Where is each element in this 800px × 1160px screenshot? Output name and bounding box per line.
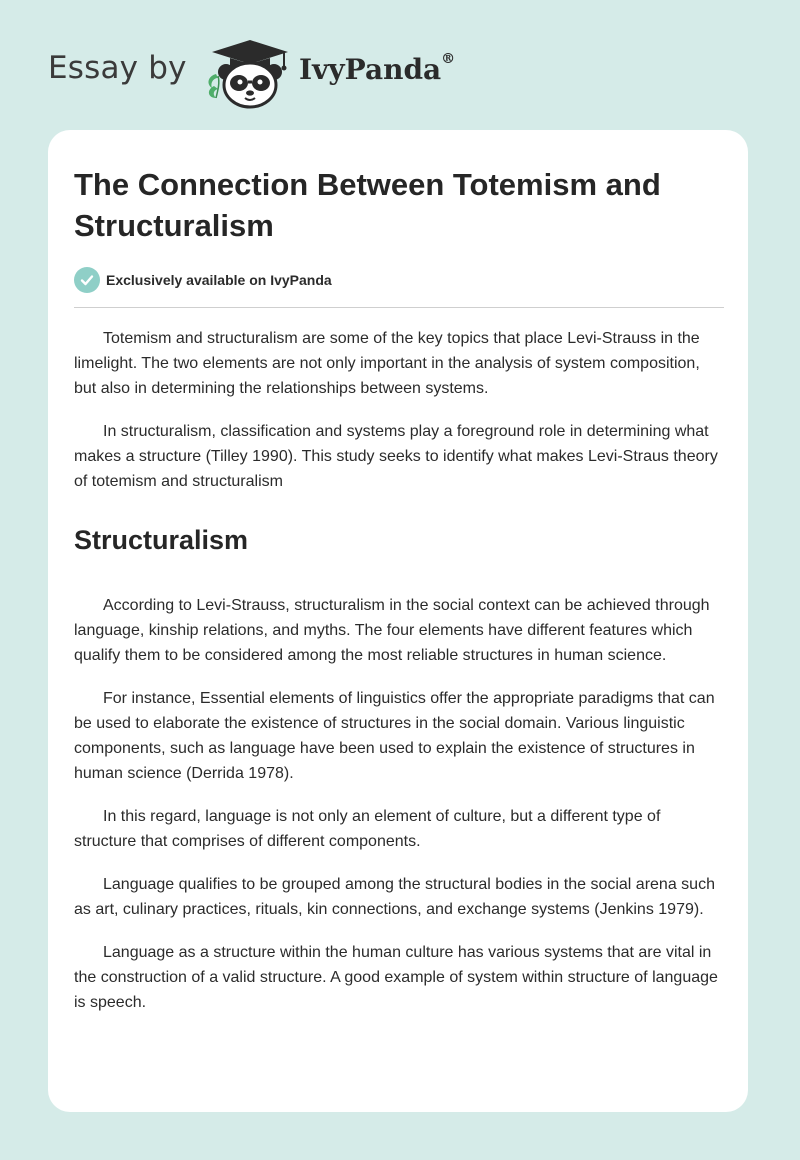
brand-name[interactable]: IvyPanda® — [299, 51, 456, 86]
exclusive-badge-text: Exclusively available on IvyPanda — [106, 272, 332, 288]
paragraph: According to Levi-Strauss, structuralism in the social context can be achieved through language, kinship relations, and myths. The four elements have different features which qualify them to be considered among the most reliable structures in human science. — [74, 597, 710, 664]
site-header — [48, 34, 508, 110]
paragraph: For instance, Essential elements of linguistics offer the appropriate paradigms that can be used to elaborate the existence of structures in the social domain. Various linguistic components, such as language have been used to explain the existence of structures in human science (Derrida 1978). — [74, 690, 715, 782]
paragraph: In this regard, language is not only an element of culture, but a different type of structure that comprises of different components. — [74, 808, 661, 850]
exclusive-badge — [74, 266, 724, 294]
essay-body — [74, 326, 724, 1015]
registered-mark: ® — [441, 51, 456, 67]
paragraph: Totemism and structuralism are some of the key topics that place Levi-Strauss in the limelight. The two elements are not only important in the analysis of system composition, but also in determining the relationships between systems. — [74, 330, 700, 397]
divider — [74, 307, 724, 308]
section-heading: Structuralism — [74, 525, 249, 555]
panda-logo-icon[interactable] — [202, 34, 294, 110]
ivy-leaf-icon — [209, 74, 219, 98]
essay-title: The Connection Between Totemism and Structuralism — [74, 167, 661, 243]
essay-card — [48, 130, 748, 1112]
check-icon — [74, 267, 100, 293]
essay-by-label: Essay by — [48, 50, 187, 86]
paragraph: Language qualifies to be grouped among the structural bodies in the social arena such as art, culinary practices, rituals, kin connections, and exchange systems (Jenkins 1979). — [74, 876, 715, 918]
paragraph: Language as a structure within the human culture has various systems that are vital in the construction of a valid structure. A good example of system within structure of language is speech. — [74, 944, 718, 1011]
paragraph: In structuralism, classification and systems play a foreground role in determining what makes a structure (Tilley 1990). This study seeks to identify what makes Levi-Straus theory of totemism and structuralism — [74, 423, 718, 490]
